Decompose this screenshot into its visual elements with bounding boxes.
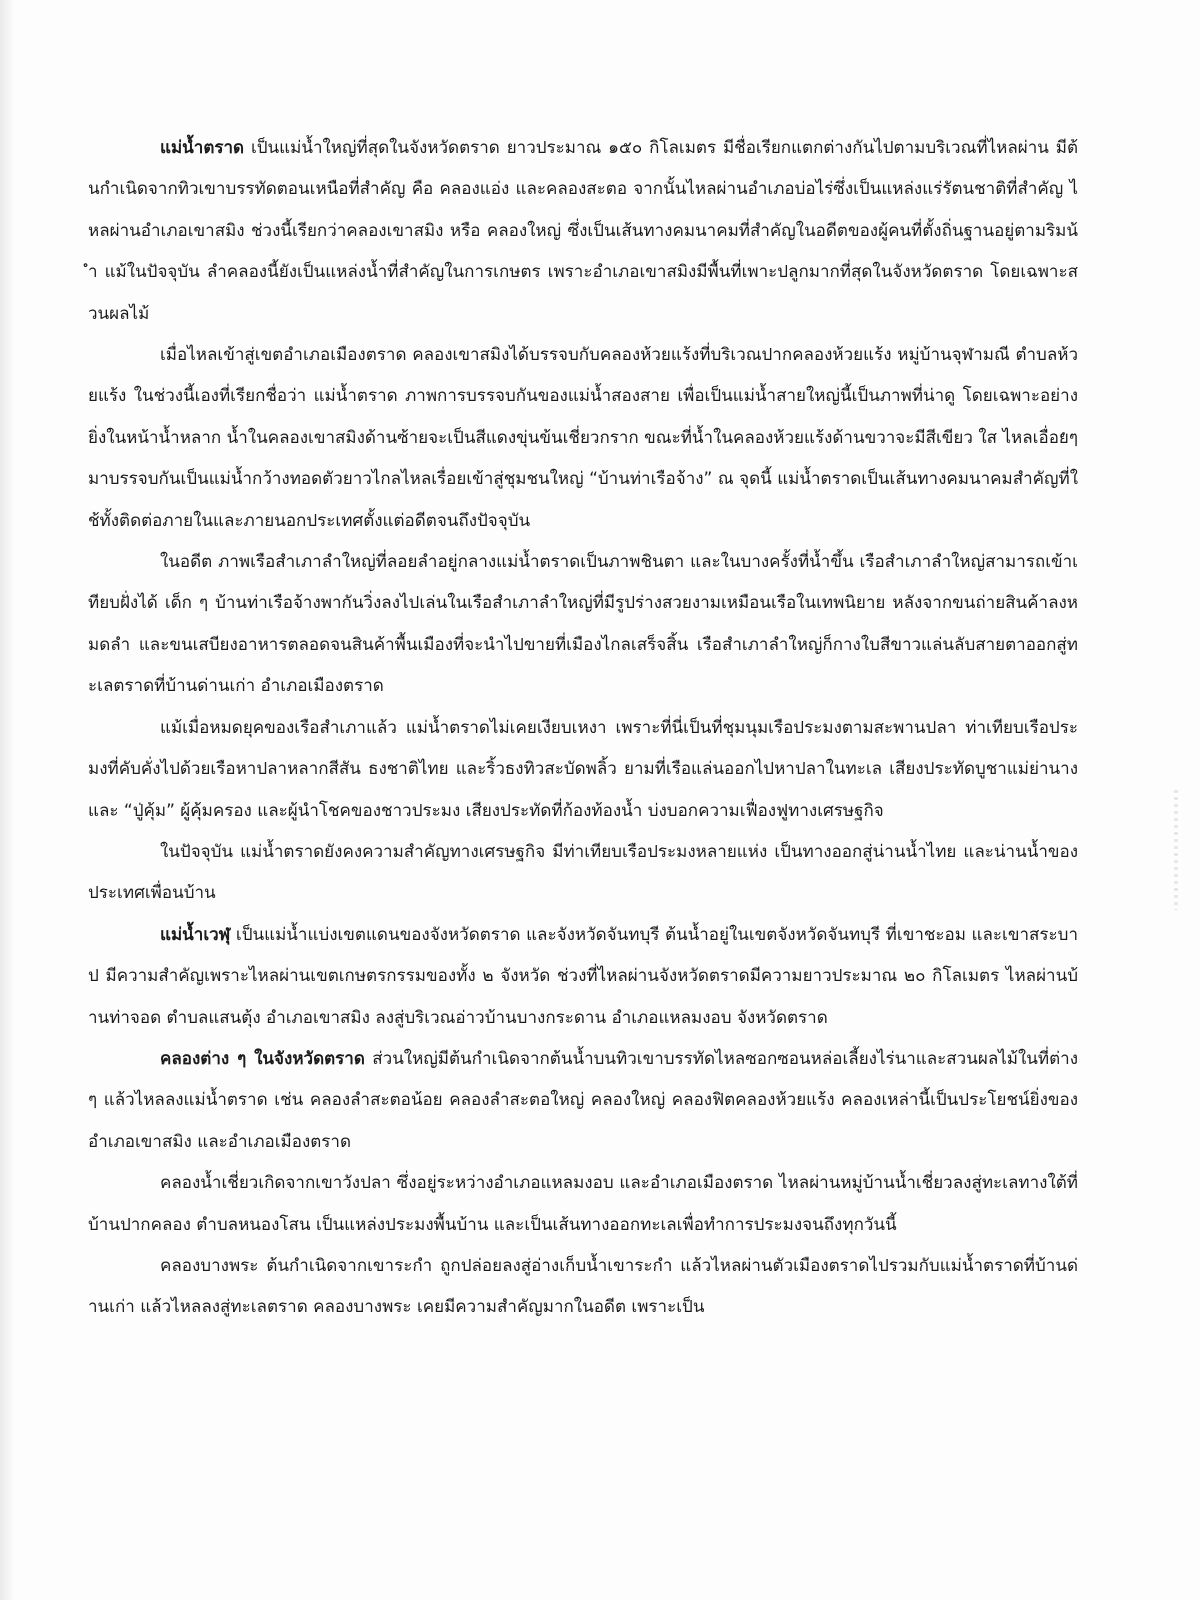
paragraph-text: คลองน้ำเชี่ยวเกิดจากเขาวังปลา ซึ่งอยู่ระหว่างอำเภอแหลมงอบ และอำเภอเมืองตราด ไหลผ่านหมู่บ้านน้ำเชี่ยวลงสู่ทะเลทางใต้ที่บ้านปากคลอง ตำบลหนองโสน เป็นแหล่งประมงพื้นบ้าน และเป็นเส้นทางออกทะเลเพื่อทำการประมงจนถึงทุกวันนี้ — [88, 1173, 1078, 1235]
paragraph-present-day — [88, 832, 1078, 915]
paragraph-text: เป็นแม่น้ำแบ่งเขตแดนของจังหวัดตราด และจังหวัดจันทบุรี ต้นน้ำอยู่ในเขตจังหวัดจันทบุรี ที่เขาชะอม และเขาสระบาป มีความสำคัญเพราะไหลผ่านเขตเกษตรกรรมของทั้ง ๒ จังหวัด ช่วงที่ไหลผ่านจังหวัดตราดมีความยาวประมาณ ๒๐ กิโลเมตร ไหลผ่านบ้านท่าจอด ตำบลแสนตุ้ง อำเภอเขาสมิง ลงสู่บริเวณอ่าวบ้านบางกระดาน อำเภอแหลมงอบ จังหวัดตราด — [88, 924, 1078, 1028]
paragraph-junk-ships — [88, 542, 1078, 708]
paragraph-text: ในอดีต ภาพเรือสำเภาลำใหญ่ที่ลอยลำอยู่กลางแม่น้ำตราดเป็นภาพชินตา และในบางครั้งที่น้ำขึ้น เรือสำเภาลำใหญ่สามารถเข้าเทียบฝั่งได้ เด็ก ๆ บ้านท่าเรือจ้างพากันวิ่งลงไปเล่นในเรือสำเภาลำใหญ่ที่มีรูปร่างสวยงามเหมือนเรือในเทพนิยาย หลังจากขนถ่ายสินค้าลงหมดลำ และขนเสบียงอาหารตลอดจนสินค้าพื้นเมืองที่จะนำไปขายที่เมืองไกลเสร็จสิ้น เรือสำเภาลำใหญ่ก็กางใบสีขาวแล่นลับสายตาออกสู่ทะเลตราดที่บ้านด่านเก่า อำเภอเมืองตราด — [88, 552, 1078, 697]
document-body — [88, 128, 1078, 1329]
paragraph-welu-river — [88, 915, 1078, 1039]
paragraph-bang-phra-canal — [88, 1246, 1078, 1329]
paragraph-text: ส่วนใหญ่มีต้นกำเนิดจากต้นน้ำบนทิวเขาบรรทัดไหลซอกซอนหล่อเลี้ยงไร่นาและสวนผลไม้ในที่ต่าง ๆ แล้วไหลลงแม่น้ำตราด เช่น คลองลำสะตอน้อย คลองลำสะตอใหญ่ คลองใหญ่ คลองฟิตคลองห้วยแร้ง คลองเหล่านี้เป็นประโยชน์ยิ่งของอำเภอเขาสมิง และอำเภอเมืองตราด — [88, 1048, 1079, 1152]
paragraph-lead: แม่น้ำเวฬุ — [160, 924, 231, 945]
paragraph-text: เมื่อไหลเข้าสู่เขตอำเภอเมืองตราด คลองเขาสมิงได้บรรจบกับคลองห้วยแร้งที่บริเวณปากคลองห้วยแร้ง หมู่บ้านจุฬามณี ตำบลห้วยแร้ง ในช่วงนี้เองที่เรียกชื่อว่า แม่น้ำตราด ภาพการบรรจบกันของแม่น้ำสองสาย เพื่อเป็นแม่น้ำสายใหญ่นี้เป็นภาพที่น่าดู โดยเฉพาะอย่างยิ่งในหน้าน้ำหลาก น้ำในคลองเขาสมิงด้านซ้ายจะเป็นสีแดงขุ่นข้นเชี่ยวกราก ขณะที่น้ำในคลองห้วยแร้งด้านขวาจะมีสีเขียว ใส ไหลเอื่อยๆ มาบรรจบกันเป็นแม่น้ำกว้างทอดตัวยาวไกลไหลเรื่อยเข้าสู่ชุมชนใหญ่ “บ้านท่าเรือจ้าง” ณ จุดนี้ แม่น้ำตราดเป็นเส้นทางคมนาคมสำคัญที่ใช้ทั้งติดต่อภายในและภายนอกประเทศตั้งแต่อดีตจนถึงปัจจุบัน — [88, 345, 1078, 531]
paragraph-lead: คลองต่าง ๆ ในจังหวัดตราด — [160, 1048, 365, 1069]
paragraph-text: คลองบางพระ ต้นกำเนิดจากเขาระกำ ถูกปล่อยลงสู่อ่างเก็บน้ำเขาระกำ แล้วไหลผ่านตัวเมืองตราดไปรวมกับแม่น้ำตราดที่บ้านด่านเก่า แล้วไหลลงสู่ทะเลตราด คลองบางพระ เคยมีความสำคัญมากในอดีต เพราะเป็น — [88, 1255, 1078, 1318]
paragraph-lead: แม่น้ำตราด — [160, 138, 245, 158]
paragraph-text: เป็นแม่น้ำใหญ่ที่สุดในจังหวัดตราด ยาวประมาณ ๑๕๐ กิโลเมตร มีชื่อเรียกแตกต่างกันไปตามบริเวณที่ไหลผ่าน มีต้นกำเนิดจากทิวเขาบรรทัดตอนเหนือที่สำคัญ คือ คลองแอ่ง และคลองสะตอ จากนั้นไหลผ่านอำเภอบ่อไร่ซึ่งเป็นแหล่งแร่รัตนชาติที่สำคัญ ไหลผ่านอำเภอเขาสมิง ช่วงนี้เรียกว่าคลองเขาสมิง หรือ คลองใหญ่ ซึ่งเป็นเส้นทางคมนาคมที่สำคัญในอดีตของผู้คนที่ตั้งถิ่นฐานอยู่ตามริมน้ำ แม้ในปัจจุบัน ลำคลองนี้ยังเป็นแหล่งน้ำที่สำคัญในการเกษตร เพราะอำเภอเขาสมิงมีพื้นที่เพาะปลูกมากที่สุดในจังหวัดตราด โดยเฉพาะสวนผลไม้ — [88, 138, 1078, 324]
paragraph-confluence — [88, 335, 1078, 542]
paragraph-nam-chiao-canal — [88, 1163, 1078, 1246]
paragraph-text: แม้เมื่อหมดยุคของเรือสำเภาแล้ว แม่น้ำตราดไม่เคยเงียบเหงา เพราะที่นี่เป็นที่ชุมนุมเรือประมงตามสะพานปลา ท่าเทียบเรือประมงที่คับคั่งไปด้วยเรือหาปลาหลากสีสัน ธงชาติไทย และริ้วธงทิวสะบัดพลิ้ว ยามที่เรือแล่นออกไปหาปลาในทะเล เสียงประทัดบูชาแม่ย่านาง และ “ปู่คุ้ม” ผู้คุ้มครอง และผู้นำโชคของชาวประมง เสียงประทัดที่ก้องท้องน้ำ บ่งบอกความเฟื่องฟูทางเศรษฐกิจ — [88, 717, 1078, 821]
scan-artifact-mark — [1174, 790, 1178, 910]
paragraph-text: ในปัจจุบัน แม่น้ำตราดยังคงความสำคัญทางเศรษฐกิจ มีท่าเทียบเรือประมงหลายแห่ง เป็นทางออกสู่น่านน้ำไทย และน่านน้ำของประเทศเพื่อนบ้าน — [88, 841, 1078, 904]
paragraph-fishing-boats — [88, 708, 1078, 832]
scan-shadow-edge — [0, 0, 14, 1600]
paragraph-canals — [88, 1039, 1078, 1163]
paragraph-trat-river — [88, 128, 1078, 335]
